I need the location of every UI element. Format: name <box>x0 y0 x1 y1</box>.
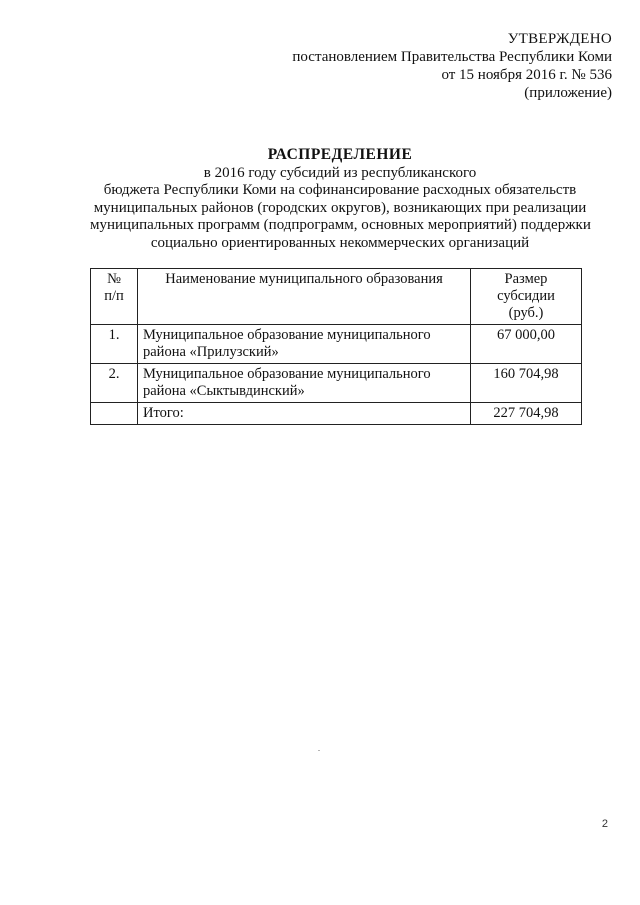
header-number <box>91 269 138 325</box>
total-label: Итого: <box>138 403 471 425</box>
title-line: социально ориентированных некоммерческих организаций <box>150 234 530 251</box>
title-line: бюджета Республики Коми на софинансирование расходных обязательств <box>103 182 577 198</box>
header-amount-label: Размер субсидии <box>497 271 555 304</box>
document-title: РАСПРЕДЕЛЕНИЕ <box>267 146 413 163</box>
header-name: Наименование муниципального образования <box>138 269 471 325</box>
row-name <box>138 325 471 364</box>
table-row <box>91 364 582 403</box>
title-line: муниципальных программ (подпрограмм, основных мероприятий) поддержки <box>90 217 591 233</box>
row-number: 2. <box>91 364 138 403</box>
scan-speck <box>318 750 320 751</box>
approval-decree: постановлением Правительства Республики Коми <box>292 49 612 65</box>
document-title-block <box>90 146 590 252</box>
header-amount-unit: (руб.) <box>508 305 544 321</box>
row-number: 1. <box>91 325 138 364</box>
approval-heading: УТВЕРЖДЕНО <box>507 31 612 47</box>
table-total-row <box>91 403 582 425</box>
header-number-abbr: п/п <box>104 288 124 304</box>
row-name-line: Муниципальное образование муниципального <box>143 366 431 382</box>
approval-appendix: (приложение) <box>524 85 612 101</box>
row-name-line: района «Сыктывдинский» <box>143 383 305 399</box>
total-amount: 227 704,98 <box>471 403 582 425</box>
page-number: 2 <box>601 818 608 830</box>
table-row <box>91 325 582 364</box>
row-name-line: Муниципальное образование муниципального <box>143 327 431 343</box>
title-line: в 2016 году субсидий из республиканского <box>203 164 477 181</box>
header-number-symbol: № <box>107 271 121 287</box>
row-name-line: района «Прилузский» <box>143 344 279 360</box>
header-amount <box>471 269 582 325</box>
row-amount: 67 000,00 <box>471 325 582 364</box>
total-number-cell <box>91 403 138 425</box>
approval-stamp <box>292 30 612 102</box>
approval-date: от 15 ноября 2016 г. № 536 <box>441 67 612 83</box>
row-name <box>138 364 471 403</box>
subsidy-table <box>90 268 582 425</box>
row-amount: 160 704,98 <box>471 364 582 403</box>
title-line: муниципальных районов (городских округов), возникающих при реализации <box>93 199 587 216</box>
table-header-row <box>91 269 582 325</box>
